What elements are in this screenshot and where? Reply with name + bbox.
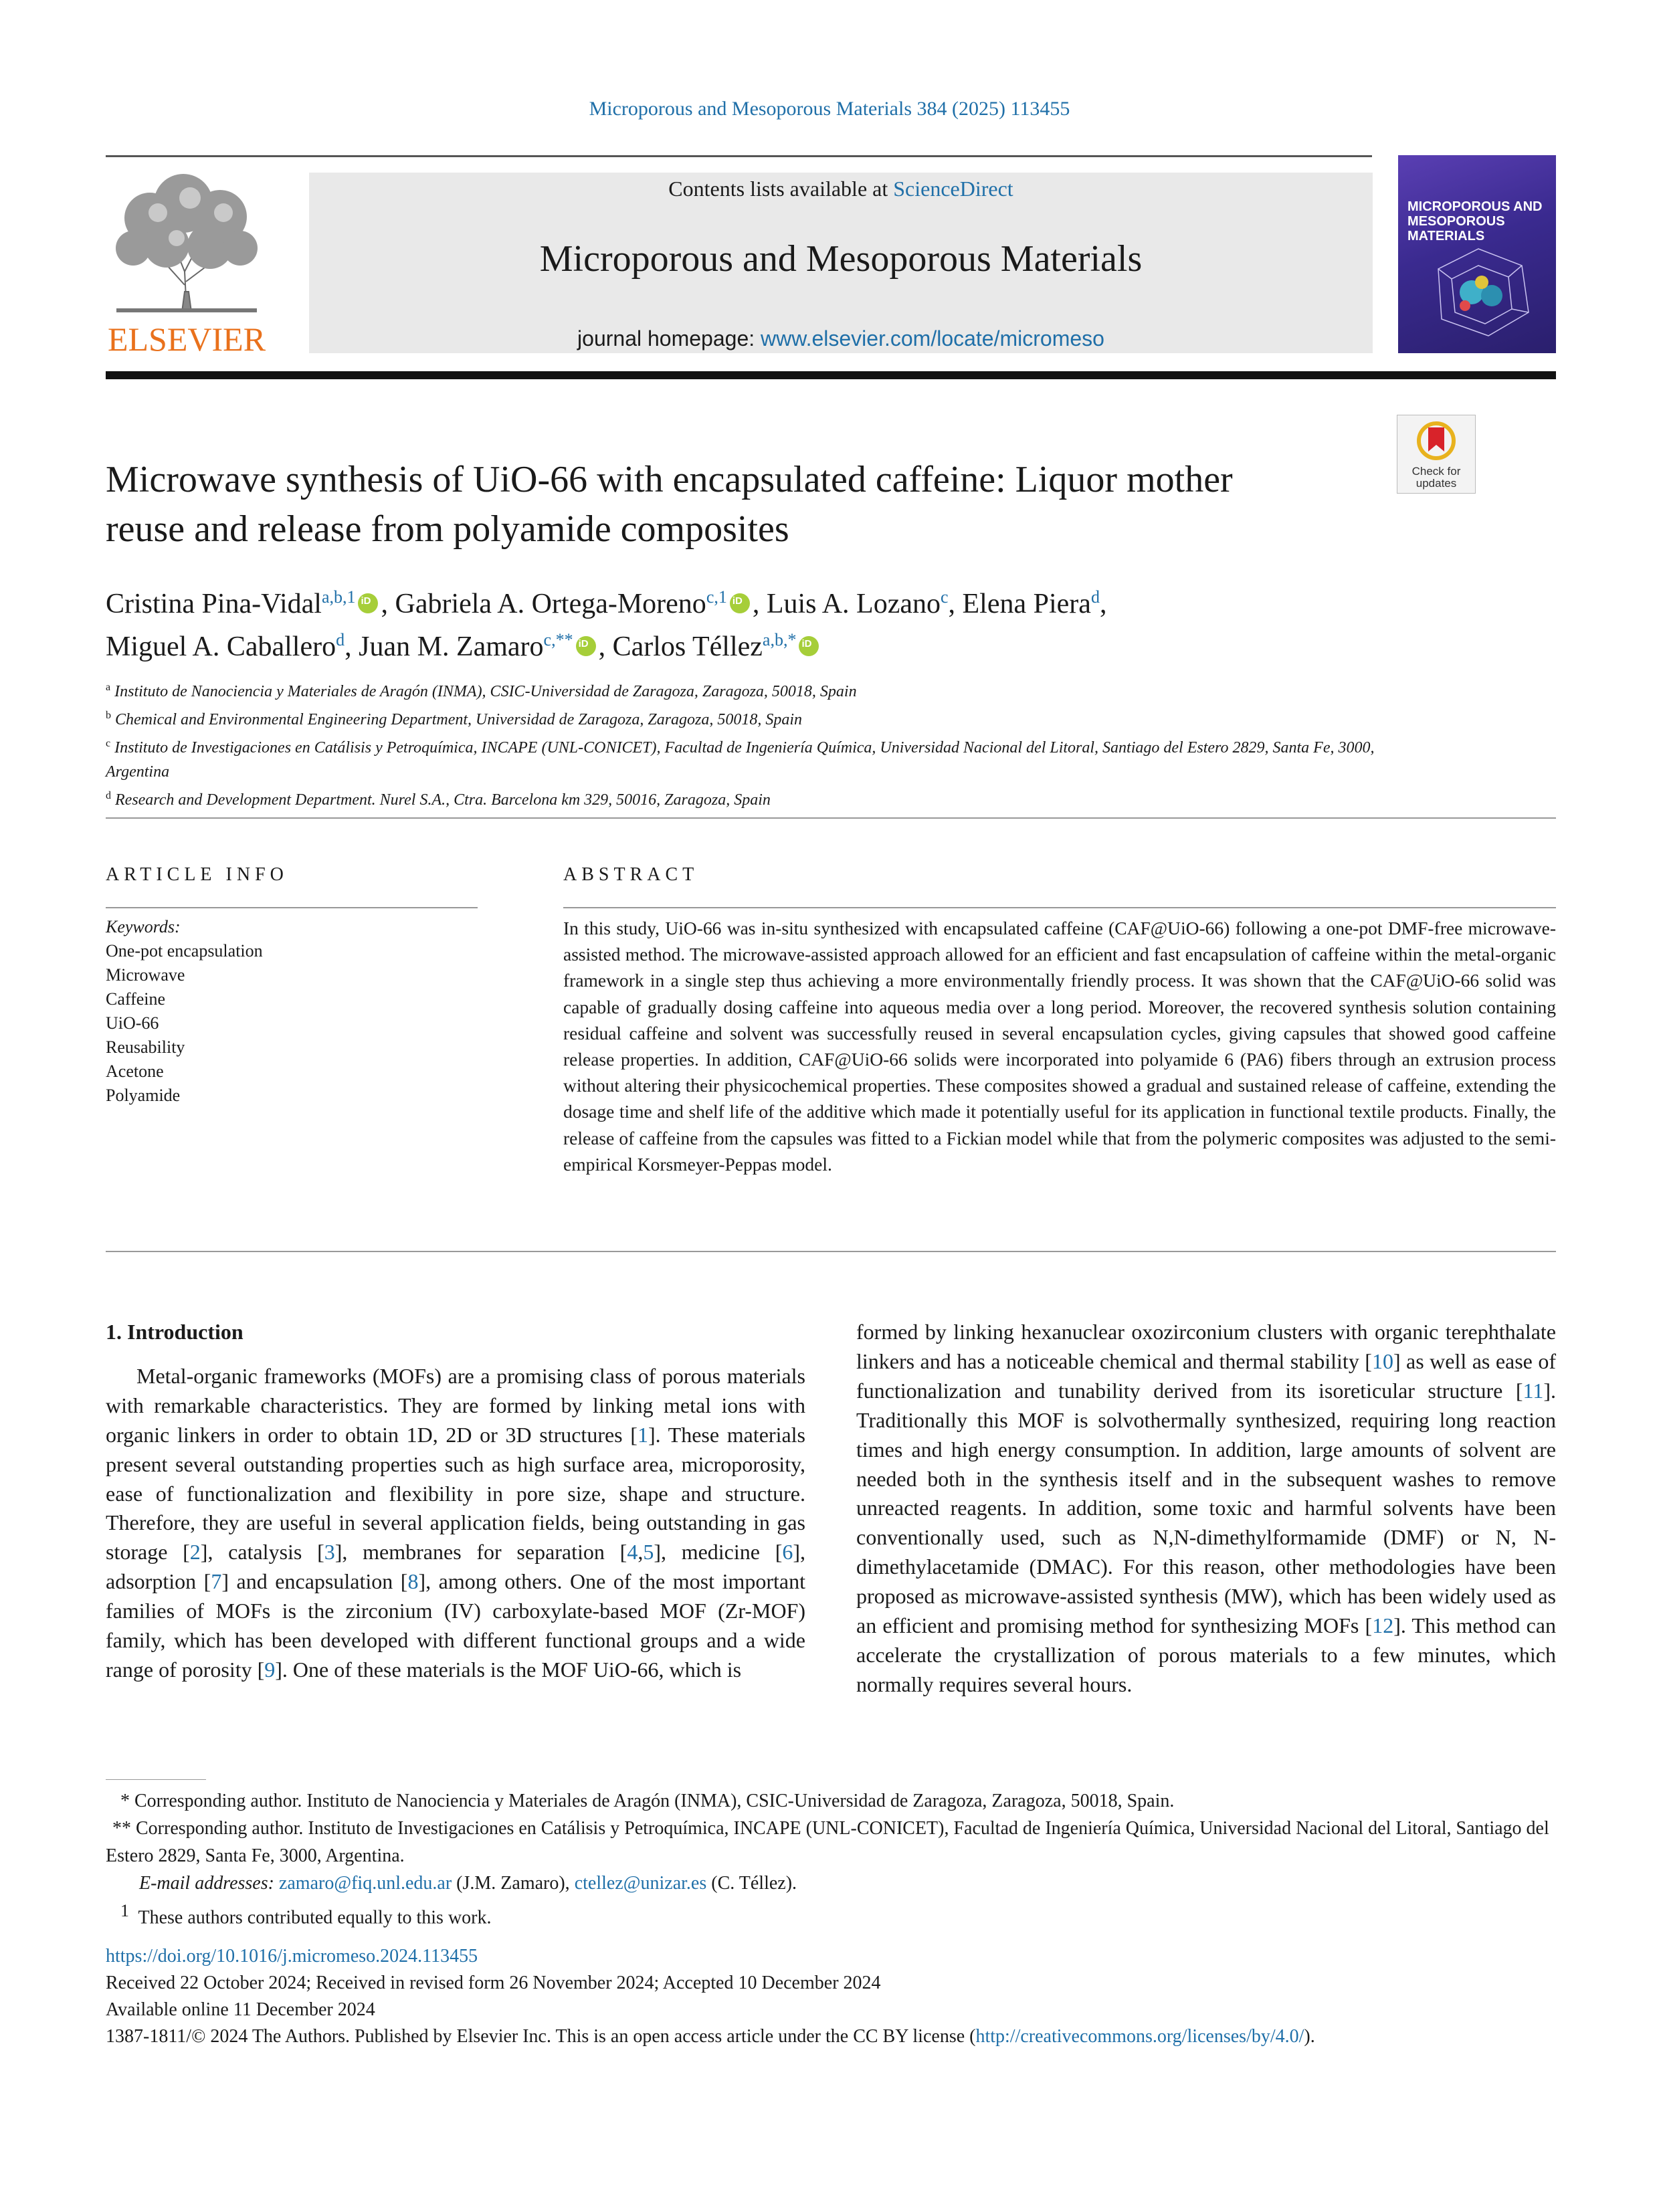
footnote-corresponding-2: ** Corresponding author. Instituto de Investigaciones en Catálisis y Petroquímica, INCAPE (UNL-CONICET), Facultad de Ingeniería Química, Universidad Nacional del Litoral, Santiago del Estero 2829, Santa Fe, 3000, Argentina. (106, 1818, 1549, 1866)
keyword-item: Caffeine (106, 989, 166, 1009)
title-line-1: Microwave synthesis of UiO-66 with encapsulated caffeine: Liquor mother (106, 459, 1233, 500)
footnote-mark: 1 (120, 1901, 129, 1920)
reference-link[interactable]: 1 (637, 1422, 648, 1447)
author-line-1: Cristina Pina-Vidal$^{a,b,1}$iD , Gabriela A. Ortega-Moreno$^{c,1}$iD , Luis A. Lozano$^c$, Elena Piera$^d$, (106, 579, 1377, 622)
author-name[interactable]: Luis A. Lozano (766, 589, 941, 619)
journal-citation-link[interactable]: Microporous and Mesoporous Materials 384 (2025) 113455 (589, 98, 1070, 120)
affiliation-text: Chemical and Environmental Engineering Department, Universidad de Zaragoza, Zaragoza, 50018, Spain (115, 711, 803, 728)
footnotes (106, 1787, 1556, 1931)
author-affil[interactable]: a,b,* (762, 630, 797, 649)
keywords-box (106, 915, 478, 1108)
contents-prefix: Contents lists available at (668, 177, 894, 201)
keyword-item: Reusability (106, 1037, 185, 1057)
orcid-icon[interactable] (358, 593, 378, 613)
keyword-item: UiO-66 (106, 1013, 159, 1033)
publication-info (106, 1943, 1556, 2050)
paragraph: Metal-organic frameworks (MOFs) are a promising class of porous materials with remarkable characteristics. They are formed by linking metal ions with organic linkers in order to obtain 1D, 2D or 3D structures [1]. These materials present several outstanding properties such as high surface area, microporosity, ease of functionalization and flexibility in pore size, shape and structure. Therefore, they are useful in several application fields, being outstanding in gas storage [2], catalysis [3], membranes for separation [4,5], medicine [6], adsorption [7] and encapsulation [8], among others. One of the most important families of MOFs is the zirconium (IV) carboxylate-based MOF (Zr-MOF) family, which has been developed with different functional groups and a wide range of porosity [9]. One of these materials is the MOF UiO-66, which is (106, 1363, 806, 1682)
orcid-icon[interactable] (799, 636, 819, 656)
homepage-link[interactable]: www.elsevier.com/locate/micromeso (761, 326, 1104, 350)
affiliation-text: Research and Development Department. Nurel S.A., Ctra. Barcelona km 329, 50016, Zaragoza, Spain (115, 791, 771, 809)
author-affil[interactable]: c (940, 587, 949, 607)
abstract-heading: ABSTRACT (563, 864, 699, 885)
affiliation-item (106, 784, 1377, 812)
author-name[interactable]: Gabriela A. Ortega-Moreno (395, 589, 706, 619)
article-dates: Received 22 October 2024; Received in revised form 26 November 2024; Accepted 10 December 2024 (106, 1973, 881, 1993)
homepage-prefix: journal homepage: (577, 326, 761, 350)
header-thick-rule (106, 371, 1556, 379)
keywords-label: Keywords: (106, 917, 181, 936)
paragraph: formed by linking hexanuclear oxozirconium clusters with organic terephthalate linkers and has a noticeable chemical and thermal stability [10] as well as ease of functionalization and tunability derived from its isoreticular structure [11]. Traditionally this MOF is solvothermally synthesized, requiring long reaction times and high energy consumption. In addition, large amounts of solvent are needed both in the synthesis itself and in the subsequent washes to remove unreacted reagents. In addition, some toxic and harmful solvents have been conventionally used, such as N,N-dimethylformamide (DMF) or N, N-dimethylacetamide (DMAC). For this reason, other methodologies have been proposed as microwave-assisted synthesis (MW), which has been widely used as an efficient and promising method for synthesizing MOFs [12]. This method can accelerate the crystallization of porous materials to a few minutes, which normally requires several hours. (856, 1320, 1557, 1696)
author-affil[interactable]: c,1 (706, 587, 727, 607)
license-line: 1387-1811/© 2024 The Authors. Published by Elsevier Inc. This is an open access article under the CC BY license (http://creativecommons.org/licenses/by/4.0/). (106, 2026, 1315, 2047)
bookmark-icon (1416, 421, 1456, 462)
elsevier-logo (103, 171, 270, 359)
elsevier-tree-icon (103, 171, 270, 359)
reference-link[interactable]: 2 (189, 1540, 201, 1565)
footnote-equal-contribution: $^1$ These authors contributed equally to this work. (120, 1901, 492, 1928)
affiliation-key: a (106, 682, 111, 693)
homepage-line (309, 326, 1373, 351)
email-link[interactable]: ctellez@unizar.es (574, 1873, 707, 1894)
footnote-emails: E-mail addresses: zamaro@fiq.unl.edu.ar (J.M. Zamaro), ctellez@unizar.es (C. Téllez). (139, 1873, 797, 1894)
footnote-corresponding-1: * Corresponding author. Instituto de Nanociencia y Materiales de Aragón (INMA), CSIC-Universidad de Zaragoza, Zaragoza, 50018, Spain. (120, 1791, 1175, 1811)
affiliation-item (106, 704, 1377, 732)
author-list (106, 579, 1377, 665)
orcid-icon[interactable] (576, 636, 596, 656)
svg-text:ELSEVIER: ELSEVIER (107, 320, 266, 358)
affiliation-key: b (106, 710, 111, 721)
cover-structure-icon (1398, 155, 1556, 353)
section-rule (106, 1251, 1556, 1252)
author-name[interactable]: Carlos Téllez (612, 631, 763, 662)
author-name[interactable]: Elena Piera (962, 589, 1091, 619)
reference-link[interactable]: 3 (324, 1540, 335, 1565)
check-for-updates-button[interactable] (1397, 415, 1476, 494)
reference-link[interactable]: 10 (1371, 1348, 1393, 1373)
affiliation-text: Instituto de Investigaciones en Catálisis y Petroquímica, INCAPE (UNL-CONICET), Facultad de Ingeniería Química, Universidad Nacional del Litoral, Santiago del Estero 2829, Santa Fe, 3000, Argentina (106, 739, 1375, 781)
keyword-item: One-pot encapsulation (106, 941, 263, 961)
cover-title: MICROPOROUS AND MESOPOROUS MATERIALS (1407, 199, 1543, 243)
section-rule (106, 817, 1556, 819)
affiliation-key: d (106, 790, 111, 801)
article-title (106, 455, 1377, 554)
reference-link[interactable]: 6 (782, 1540, 793, 1565)
abstract-rule (563, 907, 1556, 908)
reference-link[interactable]: 12 (1372, 1613, 1394, 1638)
keyword-item: Microwave (106, 965, 185, 985)
abstract-body: In this study, UiO-66 was in-situ synthesized with encapsulated caffeine (CAF@UiO-66) following a one-pot DMF-free microwave-assisted method. The microwave-assisted approach allowed for an efficient and fast encapsulation of caffeine within the metal-organic framework in a single step thus achieving a more environmentally friendly process. It was shown that the CAF@UiO-66 solid was capable of gradually dosing caffeine into aqueous media over a long period. Moreover, the recovered synthesis solution containing residual caffeine and solvent was successfully reused in several encapsulation cycles, giving capsules that showed good caffeine release properties. In addition, CAF@UiO-66 solids were incorporated into polyamide 6 (PA6) fibers through an extrusion process without altering their physicochemical properties. These composites showed a gradual and sustained release of caffeine, extending the dosage time and shelf life of the additive which made it potentially useful for its application in functional textile products. Finally, the release of caffeine from the capsules was fitted to a Fickian model while that from the polymeric composites was adjusted to the semi-empirical Korsmeyer-Peppas model. (563, 918, 1556, 1175)
footnote-rule (106, 1779, 206, 1780)
article-info-heading: ARTICLE INFO (106, 864, 288, 885)
check-updates-label-1: Check for (1411, 465, 1461, 478)
reference-link[interactable]: 11 (1523, 1378, 1544, 1403)
author-line-2: Miguel A. Caballero$^d$, Juan M. Zamaro$^{c,**}$iD , Carlos Téllez$^{a,b,*}$iD (106, 622, 1377, 665)
email-label: E-mail addresses: (139, 1873, 279, 1894)
title-line-2: reuse and release from polyamide composites (106, 508, 789, 550)
license-link[interactable]: http://creativecommons.org/licenses/by/4.0/ (975, 2026, 1304, 2047)
affiliation-item (106, 676, 1377, 704)
keyword-item: Polyamide (106, 1086, 181, 1105)
doi-link[interactable]: https://doi.org/10.1016/j.micromeso.2024.113455 (106, 1946, 478, 1967)
journal-cover[interactable] (1398, 155, 1556, 353)
author-affil[interactable]: d (1090, 587, 1100, 607)
reference-link[interactable]: 9 (264, 1657, 276, 1682)
body-column-left (106, 1318, 805, 1685)
author-affil[interactable]: c,** (543, 630, 573, 649)
contents-line (309, 174, 1373, 203)
body-column-right (856, 1318, 1556, 1700)
affiliation-list (106, 676, 1377, 812)
author-affil[interactable]: a,b,1 (321, 587, 356, 607)
email-link[interactable]: zamaro@fiq.unl.edu.ar (278, 1873, 452, 1894)
section-heading-introduction: 1. Introduction (106, 1320, 243, 1344)
available-online: Available online 11 December 2024 (106, 1999, 375, 2020)
keyword-item: Acetone (106, 1062, 164, 1081)
journal-name: Microporous and Mesoporous Materials (539, 238, 1143, 280)
article-info-rule (106, 907, 478, 908)
orcid-icon[interactable] (730, 593, 750, 613)
reference-link[interactable]: 5 (643, 1540, 654, 1565)
author-name[interactable]: Cristina Pina-Vidal (106, 589, 322, 619)
sciencedirect-link[interactable]: ScienceDirect (893, 177, 1013, 201)
reference-link[interactable]: 7 (211, 1569, 222, 1594)
affiliation-key: c (106, 738, 111, 749)
affiliation-item (106, 732, 1377, 784)
reference-link[interactable]: 4 (627, 1540, 638, 1565)
author-name[interactable]: Miguel A. Caballero (106, 631, 336, 662)
affiliation-text: Instituto de Nanociencia y Materiales de Aragón (INMA), CSIC-Universidad de Zaragoza, Zaragoza, 50018, Spain (114, 683, 857, 700)
header-rule (106, 155, 1372, 157)
author-name[interactable]: Juan M. Zamaro (359, 631, 544, 662)
author-affil[interactable]: d (336, 630, 345, 649)
reference-link[interactable]: 8 (407, 1569, 419, 1594)
check-updates-label-2: updates (1416, 477, 1457, 490)
